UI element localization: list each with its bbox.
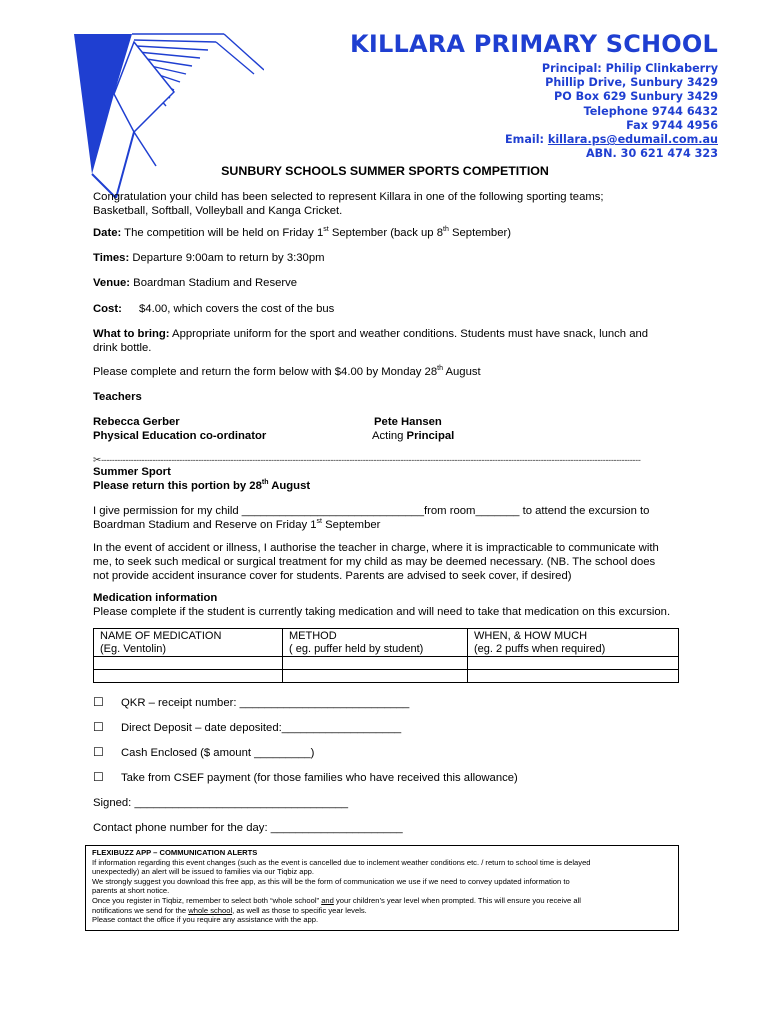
permission-line-2b: September <box>322 518 381 531</box>
permission-paragraph <box>93 505 679 533</box>
venue-line <box>93 277 683 291</box>
return-note-text-2: August <box>442 366 481 378</box>
date-line <box>93 227 683 241</box>
teachers-heading: Teachers <box>93 391 142 403</box>
bring-text-1: Appropriate uniform for the sport and weather conditions. Students must have snack, lunch and <box>169 328 649 340</box>
alert-line-5a: Once you register in Tiqbiz, remember to select both “whole school” <box>92 895 322 905</box>
checkbox-csef[interactable]: ☐ <box>93 770 104 784</box>
intro-line-1: Congratulation your child has been selected to represent Killara in one of the following sporting teams; <box>93 191 604 203</box>
table-cell[interactable] <box>283 629 468 657</box>
permission-sup: st <box>316 518 322 526</box>
slip-return-text-2: August <box>268 479 311 492</box>
flexibuzz-alert-box <box>85 845 679 931</box>
table-row <box>94 657 679 670</box>
table-row <box>94 629 679 657</box>
teacher-2-role-a: Acting <box>372 429 407 442</box>
cut-line <box>93 455 678 466</box>
slip-heading <box>93 466 683 494</box>
date-sup-1: st <box>323 226 329 234</box>
table-row <box>94 670 679 683</box>
slip-return-sup: th <box>261 479 269 487</box>
cost-line <box>93 303 683 317</box>
table-cell[interactable] <box>94 670 283 683</box>
principal: Principal: Philip Clinkaberry <box>541 62 718 75</box>
teacher-1-name: Rebecca Gerber <box>93 416 180 428</box>
document-title: SUNBURY SCHOOLS SUMMER SPORTS COMPETITION <box>221 164 549 178</box>
alert-line-6a: notifications we send for the <box>92 905 189 915</box>
alert-line-1: If information regarding this event changes (such as the event is cancelled due to inclement weather conditions etc. / return to school time is delayed <box>92 857 591 867</box>
teacher-2-name: Pete Hansen <box>374 416 442 428</box>
table-cell[interactable] <box>94 629 283 657</box>
column-example: (Eg. Ventolin) <box>100 642 167 655</box>
alert-line-6c: , as well as those to specific year levels. <box>232 905 367 915</box>
teacher-1 <box>93 416 353 444</box>
medication-heading: Medication information <box>93 592 218 604</box>
school-name: KILLARA PRIMARY SCHOOL <box>350 30 718 58</box>
alert-line-5b: and <box>321 895 334 905</box>
venue-text: Boardman Stadium and Reserve <box>130 277 298 289</box>
slip-return-text-1: Please return this portion by 28 <box>93 479 262 492</box>
alert-line-2: unexpectedly) an alert will be issued to families via our Tiqbiz app. <box>92 867 315 877</box>
alert-title: FLEXIBUZZ APP – COMMUNICATION ALERTS <box>92 848 258 857</box>
medication-section <box>93 592 683 620</box>
abn: ABN. 30 621 474 323 <box>585 147 718 161</box>
intro-paragraph <box>93 191 683 219</box>
signed-line[interactable]: Signed: __________________________________ <box>93 797 349 809</box>
date-text-2: September (back up 8 <box>328 227 443 239</box>
bring-paragraph <box>93 328 683 356</box>
cost-text: $4.00, which covers the cost of the bus <box>139 303 335 315</box>
return-note-sup: th <box>437 365 443 373</box>
alert-line-3: We strongly suggest you download this free app, as this will be the form of communication we use if we need to convey updated information to <box>92 876 570 886</box>
email-line <box>350 133 718 147</box>
alert-line-4: parents at short notice. <box>92 886 170 896</box>
column-header: NAME OF MEDICATION <box>100 630 222 642</box>
medication-note: Please complete if the student is currently taking medication and will need to take that medication on this excursion. <box>93 605 671 618</box>
table-cell[interactable] <box>468 670 679 683</box>
column-header: WHEN, & HOW MUCH <box>474 630 588 642</box>
school-header <box>350 30 718 161</box>
table-cell[interactable] <box>283 670 468 683</box>
times-text: Departure 9:00am to return by 3:30pm <box>129 252 325 264</box>
date-text-1: The competition will be held on Friday 1 <box>121 227 324 239</box>
column-header: METHOD <box>289 630 337 642</box>
permission-line-1: I give permission for my child _____________________________from room_______ to attend the excursion to <box>93 505 650 517</box>
accident-line-1: In the event of accident or illness, I authorise the teacher in charge, where it is impracticable to communicate with <box>93 542 659 554</box>
times-label: Times: <box>93 252 130 264</box>
cut-dashes: -------------------------------------------------------------------------------------------------------------------------------------------------------------------------------------------------------- <box>101 455 641 465</box>
alert-line-6 <box>92 906 672 916</box>
table-cell[interactable] <box>468 629 679 657</box>
checkbox-qkr[interactable]: ☐ <box>93 695 104 709</box>
scissors-icon: ✂ <box>93 455 102 466</box>
alert-line-5c: your children’s year level when prompted. This will ensure you receive all <box>333 895 581 905</box>
date-sup-2: th <box>443 226 449 234</box>
teacher-2-role-b: Principal <box>406 429 455 442</box>
permission-line-2a: Boardman Stadium and Reserve on Friday 1 <box>93 518 317 531</box>
accident-paragraph <box>93 542 683 583</box>
payment-option-cash: Cash Enclosed ($ amount _________) <box>121 747 315 759</box>
email-link[interactable]: killara.ps@edumail.com.au <box>547 133 718 147</box>
teacher-1-role: Physical Education co-ordinator <box>93 429 267 442</box>
medication-table <box>93 628 679 683</box>
bring-text-2: drink bottle. <box>93 341 152 354</box>
intro-line-2: Basketball, Softball, Volleyball and Kanga Cricket. <box>93 204 343 217</box>
cost-label: Cost: <box>93 303 122 315</box>
payment-option-qkr: QKR – receipt number: ___________________________ <box>121 697 410 709</box>
venue-label: Venue: <box>93 277 131 289</box>
table-cell[interactable] <box>94 657 283 670</box>
accident-line-3: not provide accident insurance cover for students. Parents are advised to seek cover, if desired) <box>93 569 572 582</box>
address-line-2: PO Box 629 Sunbury 3429 <box>554 90 718 104</box>
table-cell[interactable] <box>468 657 679 670</box>
bring-label: What to bring: <box>93 328 170 340</box>
return-note <box>93 366 683 380</box>
alert-line-6b: whole school <box>188 905 233 915</box>
date-text-3: September) <box>448 227 512 239</box>
contact-phone-line[interactable]: Contact phone number for the day: _____________________ <box>93 822 403 834</box>
slip-title: Summer Sport <box>93 466 171 478</box>
column-example: ( eg. puffer held by student) <box>289 642 424 655</box>
table-cell[interactable] <box>283 657 468 670</box>
checkbox-direct-deposit[interactable]: ☐ <box>93 720 104 734</box>
alert-line-7: Please contact the office if you require any assistance with the app. <box>92 915 319 925</box>
date-label: Date: <box>93 227 122 239</box>
payment-option-csef: Take from CSEF payment (for those families who have received this allowance) <box>121 772 518 784</box>
column-example: (eg. 2 puffs when required) <box>474 642 606 655</box>
times-line <box>93 252 683 266</box>
checkbox-cash[interactable]: ☐ <box>93 745 104 759</box>
return-note-text-1: Please complete and return the form below with $4.00 by Monday 28 <box>93 366 438 378</box>
accident-line-2: me, to seek such medical or surgical treatment for my child as may be deemed necessary. (NB. The school does <box>93 555 656 568</box>
payment-option-direct-deposit: Direct Deposit – date deposited:___________________ <box>121 722 402 734</box>
address-line-1: Phillip Drive, Sunbury 3429 <box>545 76 718 90</box>
email-label: Email: <box>505 133 548 147</box>
alert-line-5 <box>92 896 672 906</box>
teacher-2 <box>372 416 454 444</box>
fax: Fax 9744 4956 <box>626 118 718 132</box>
telephone: Telephone 9744 6432 <box>583 104 718 118</box>
